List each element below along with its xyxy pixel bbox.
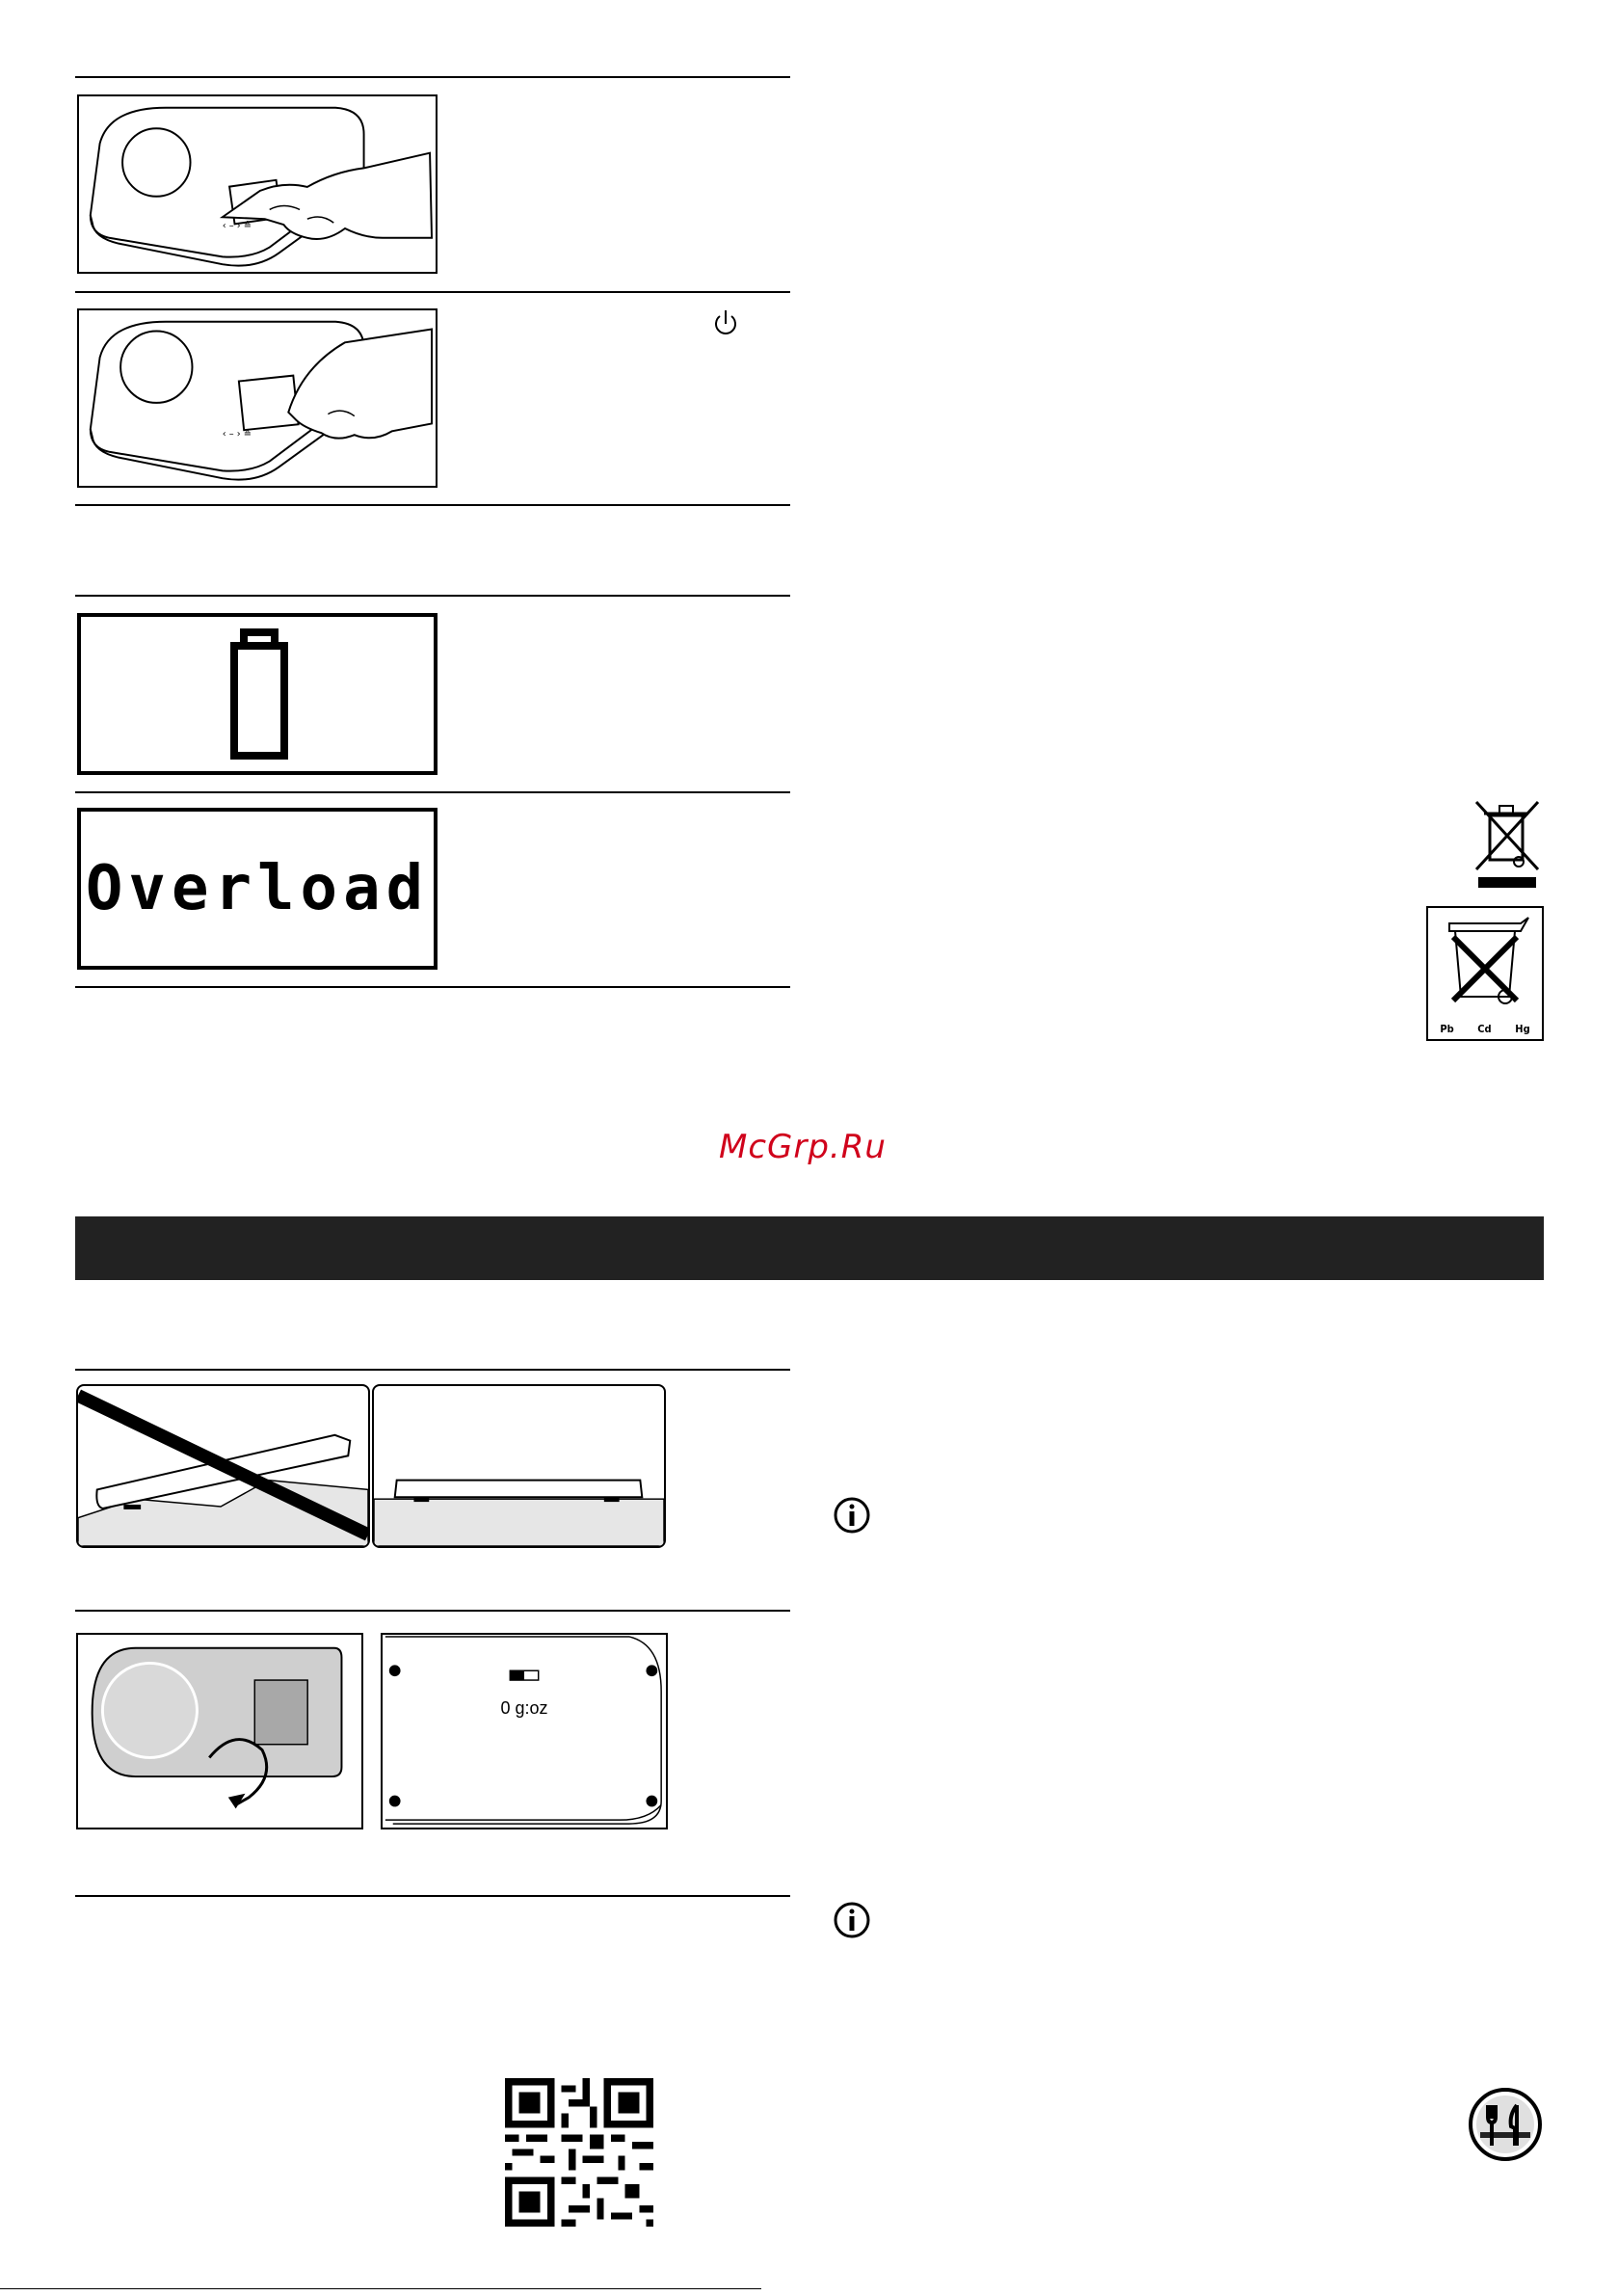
info-icon	[833, 1496, 871, 1535]
crossed-battery-bin-icon	[1426, 906, 1544, 1041]
crossed-bin-icon	[1472, 796, 1542, 889]
info-icon	[833, 1901, 871, 1939]
divider-line	[75, 986, 790, 988]
power-icon	[711, 307, 740, 339]
battery-labels	[1428, 1023, 1542, 1035]
food-safe-icon	[1467, 2086, 1544, 2163]
divider-line	[75, 1369, 790, 1371]
divider-line	[75, 1610, 790, 1612]
unit-switch-label: 0 g:oz	[500, 1698, 548, 1718]
section-header-band	[75, 1216, 1544, 1280]
label-hg: Hg	[1515, 1023, 1530, 1035]
watermark-text: McGrp.Ru	[719, 1128, 887, 1166]
lcd-overload-display	[77, 808, 438, 970]
divider-line	[75, 595, 790, 597]
scale-flip-illustration	[76, 1633, 363, 1829]
battery-icon	[234, 632, 284, 756]
divider-line	[75, 504, 790, 506]
svg-text:‹ – › ≙: ‹ – › ≙	[222, 429, 252, 441]
divider-line	[0, 2288, 761, 2289]
divider-line	[75, 791, 790, 793]
correct-placement-illustration	[372, 1384, 666, 1548]
scale-press-illustration	[77, 94, 438, 274]
divider-line	[75, 1895, 790, 1897]
overload-text: Overload	[85, 853, 430, 924]
scale-back-illustration	[381, 1633, 668, 1829]
divider-line	[75, 76, 790, 78]
svg-text:‹ – › ≙: ‹ – › ≙	[222, 220, 252, 231]
label-cd: Cd	[1477, 1023, 1492, 1035]
lcd-battery-display	[77, 613, 438, 775]
qr-code-icon	[505, 2078, 653, 2227]
divider-line	[75, 291, 790, 293]
wrong-placement-illustration	[76, 1384, 370, 1548]
scale-display-touch-illustration	[77, 308, 438, 488]
label-pb: Pb	[1440, 1023, 1454, 1035]
